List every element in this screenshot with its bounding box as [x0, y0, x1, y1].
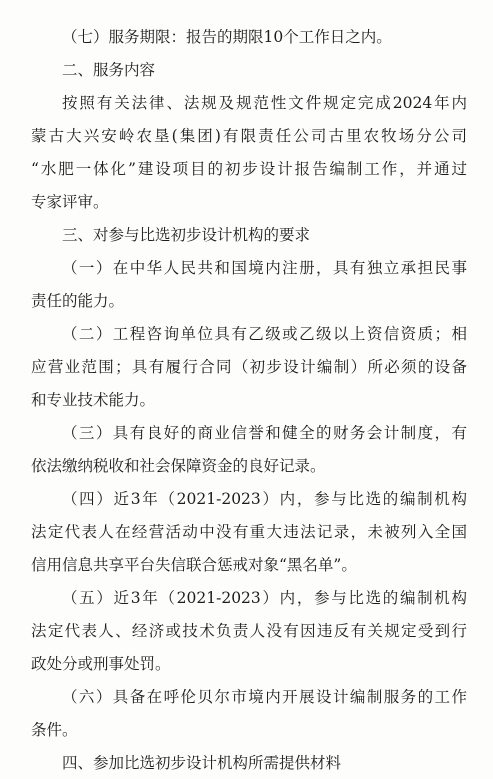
paragraph-line: 依法缴纳税收和社会保障资金的良好记录。 [31, 457, 326, 475]
paragraph-line: 法定代表人在经营活动中没有重大违法记录，未被列入全国 [31, 523, 467, 541]
section-heading-materials: 四、参加比选初步设计机构所需提供材料 [62, 754, 342, 772]
paragraph-line: （四）近3年（2021-2023）内，参与比选的编制机构 [62, 490, 467, 508]
paragraph-line: 条件。 [31, 721, 78, 739]
paragraph-line: 应营业范围；具有履行合同（初步设计编制）所必须的设备 [31, 358, 467, 376]
paragraph-line: 和专业技术能力。 [31, 391, 156, 409]
section-heading-requirements: 三、对参与比选初步设计机构的要求 [62, 226, 311, 244]
paragraph-line: （六）具备在呼伦贝尔市境内开展设计编制服务的工作 [62, 688, 467, 706]
paragraph-line: 政处分或刑事处罚。 [31, 655, 171, 673]
paragraph-line: 按照有关法律、法规及规范性文件规定完成2024年内 [62, 94, 467, 112]
paragraph-line: 专家评审。 [31, 193, 109, 211]
paragraph-line: 信用信息共享平台失信联合惩戒对象“黑名单”。 [31, 556, 357, 574]
paragraph-line: （五）近3年（2021-2023）内，参与比选的编制机构 [62, 589, 467, 607]
paragraph-line: “水肥一体化”建设项目的初步设计报告编制工作，并通过 [31, 160, 467, 178]
section-heading-service-content: 二、服务内容 [62, 61, 156, 79]
paragraph-line: 责任的能力。 [31, 292, 125, 310]
service-period-line: （七）服务期限：报告的期限10个工作日之内。 [62, 28, 392, 46]
paragraph-line: 法定代表人、经济或技术负责人没有因违反有关规定受到行 [31, 622, 467, 640]
paragraph-line: 蒙古大兴安岭农垦(集团)有限责任公司古里农牧场分公司 [31, 127, 467, 145]
paragraph-line: （二）工程咨询单位具有乙级或乙级以上资信资质；相 [62, 325, 467, 343]
paragraph-line: （三）具有良好的商业信誉和健全的财务会计制度，有 [62, 424, 467, 442]
paragraph-line: （一）在中华人民共和国境内注册，具有独立承担民事 [62, 259, 467, 277]
